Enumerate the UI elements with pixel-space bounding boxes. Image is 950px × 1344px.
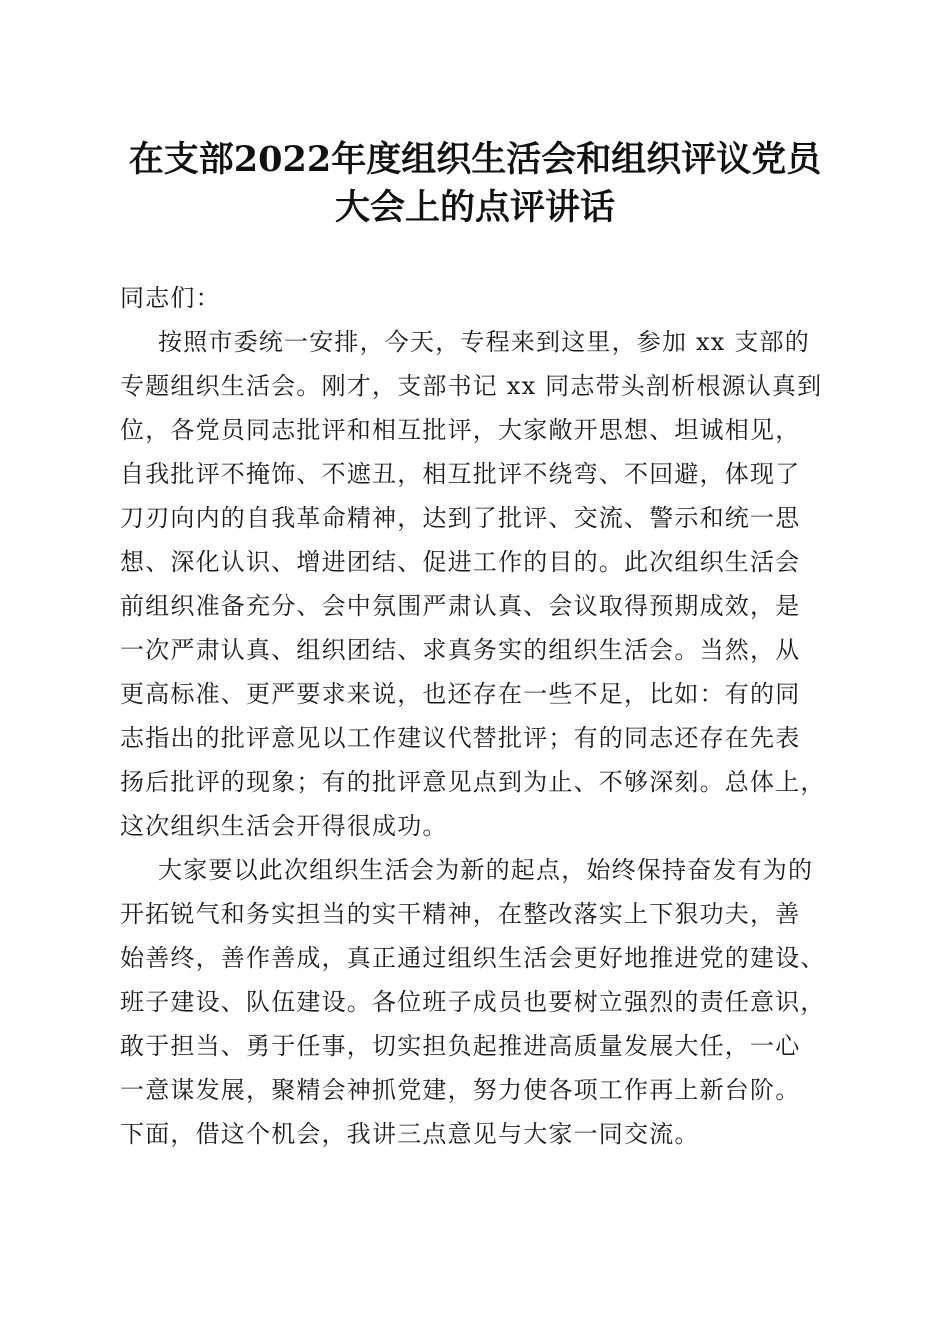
paragraph-line: 想、深化认识、增进团结、促进工作的目的。此次组织生活会	[120, 548, 801, 576]
paragraph-line: 班子建设、队伍建设。各位班子成员也要树立强烈的责任意识，	[120, 988, 826, 1016]
document-title	[100, 136, 850, 232]
paragraph-line: 刀刃向内的自我革命精神，达到了批评、交流、警示和统一思	[120, 504, 801, 532]
paragraph-line: 按照市委统一安排，今天，专程来到这里，参加 xx 支部的	[158, 328, 810, 356]
paragraph-line: 前组织准备充分、会中氛围严肃认真、会议取得预期成效，是	[120, 592, 801, 620]
paragraph-line: 开拓锐气和务实担当的实干精神，在整改落实上下狠功夫，善	[120, 900, 801, 928]
paragraph-1	[120, 320, 840, 848]
paragraph-line: 扬后批评的现象；有的批评意见点到为止、不够深刻。总体上，	[120, 768, 826, 796]
paragraph-line: 志指出的批评意见以工作建议代替批评；有的同志还存在先表	[120, 724, 801, 752]
paragraph-line: 自我批评不掩饰、不遮丑，相互批评不绕弯、不回避，体现了	[120, 460, 801, 488]
title-line: 在支部2022年度组织生活会和组织评议党员	[128, 139, 822, 180]
paragraph-line: 这次组织生活会开得很成功。	[120, 812, 448, 840]
paragraph-line: 专题组织生活会。刚才，支部书记 xx 同志带头剖析根源认真到	[120, 372, 823, 400]
paragraph-line: 一意谋发展，聚精会神抓党建，努力使各项工作再上新台阶。	[120, 1076, 801, 1104]
paragraph-line: 更高标准、更严要求来说，也还存在一些不足，比如：有的同	[120, 680, 801, 708]
paragraph-line: 始善终，善作善成，真正通过组织生活会更好地推进党的建设、	[120, 944, 826, 972]
paragraph-line: 一次严肃认真、组织团结、求真务实的组织生活会。当然，从	[120, 636, 801, 664]
paragraph-2	[120, 848, 840, 1156]
title-line: 大会上的点评讲话	[334, 187, 615, 228]
paragraph-line: 位，各党员同志批评和相互批评，大家敞开思想、坦诚相见，	[120, 416, 801, 444]
paragraph-line: 大家要以此次组织生活会为新的起点，始终保持奋发有为的	[158, 856, 814, 884]
salutation: 同志们：	[120, 284, 221, 312]
document-body	[120, 276, 840, 1156]
paragraph-line: 敢于担当、勇于任事，切实担负起推进高质量发展大任，一心	[120, 1032, 801, 1060]
paragraph-line: 下面，借这个机会，我讲三点意见与大家一同交流。	[120, 1120, 700, 1148]
